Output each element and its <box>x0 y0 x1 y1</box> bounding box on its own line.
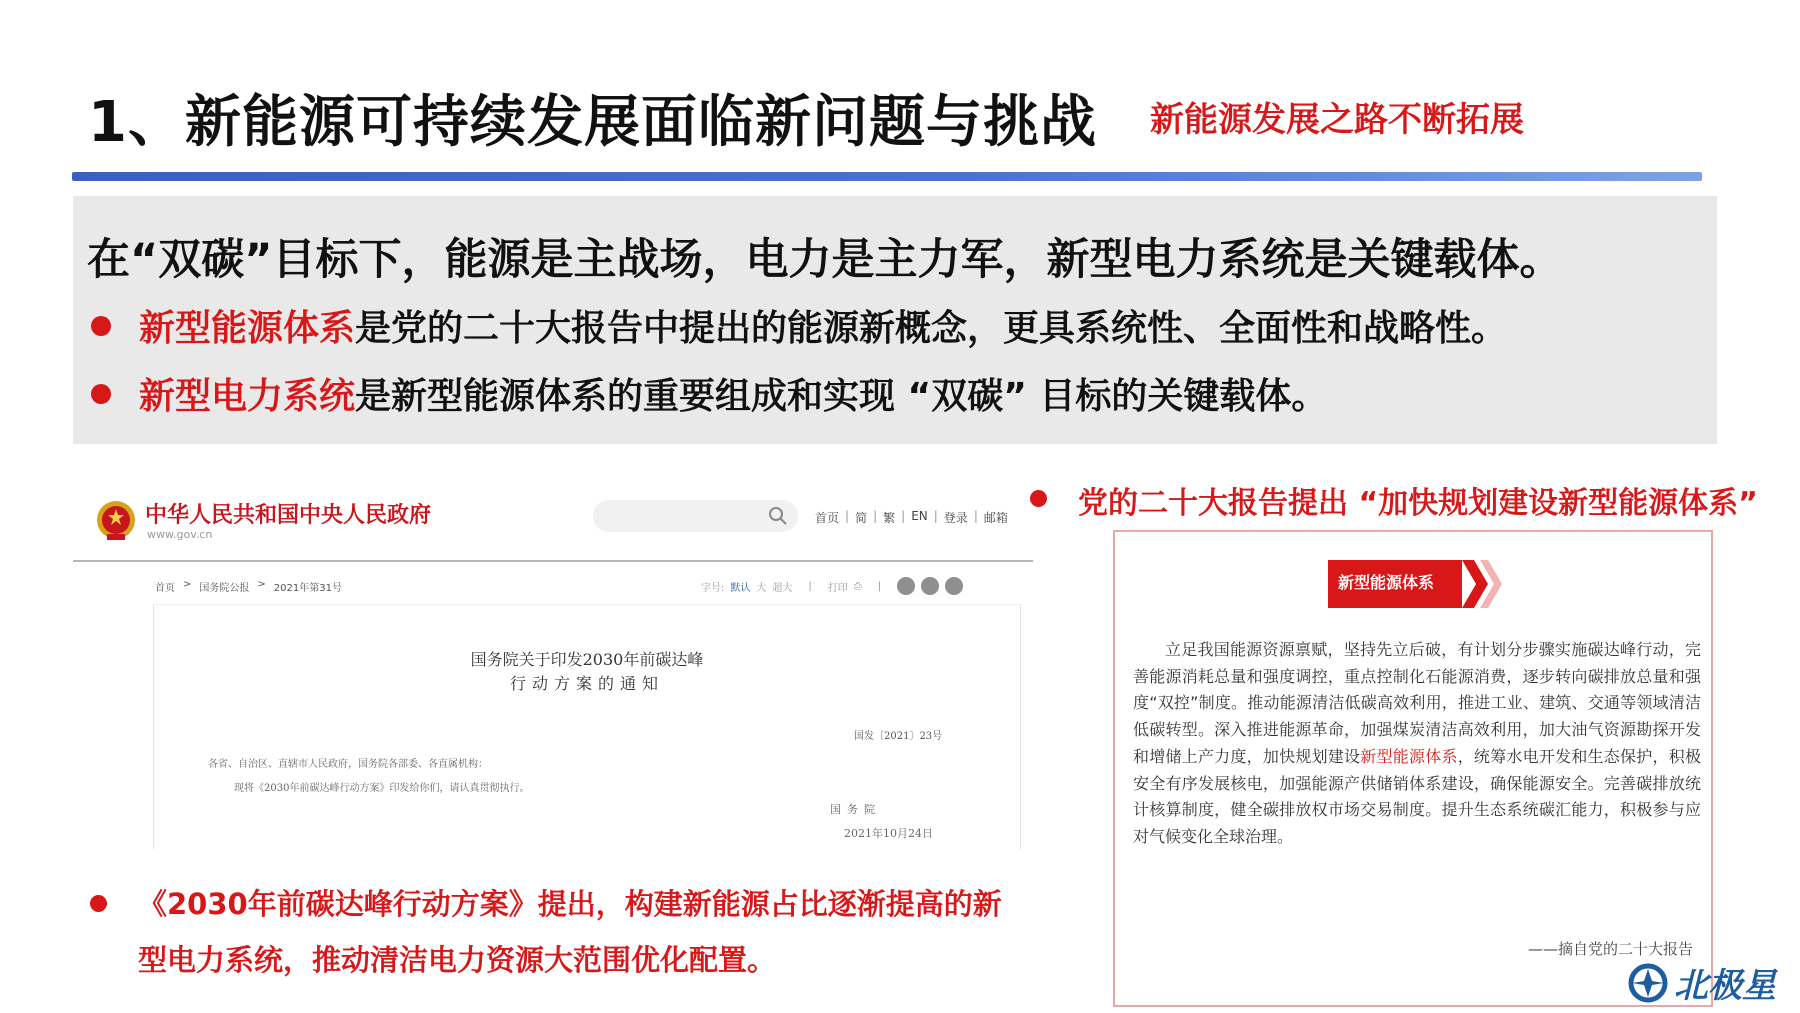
doc-date: 2021年10月24日 <box>844 827 933 840</box>
breadcrumb-issue[interactable]: 2021年第31号 <box>273 583 342 594</box>
nav-simplified[interactable]: 简 <box>855 511 868 525</box>
action-plan-line1: 《2030年前碳达峰行动方案》提出，构建新能源占比逐渐提高的新 <box>138 887 1002 921</box>
gov-search-input[interactable] <box>593 500 798 532</box>
summary-bullet-1 <box>91 300 1507 351</box>
report-bullet-text: 党的二十大报告提出 “加快规划建设新型能源体系” <box>1078 486 1758 521</box>
quote-text: 立足我国能源资源禀赋，坚持先立后破，有计划分步骤实施碳达峰行动，完善能源消耗总量和强度调控，重点控制化石能源消费，逐步转向碳排放总量和强度“双控”制度。推动能源清洁低碳高效利用，推进工业、建筑、交通等领域清洁低碳转型。深入推进能源革命，加强煤炭清洁高效利用，加大油气资源勘探开发和增储上产力度，加快规划建设新型能源体系，统筹水电开发和生态保护，积极安全有序发展核电，加强能源产供储销体系建设，确保能源安全。完善碳排放统计核算制度，健全碳排放权市场交易制度。提升生态系统碳汇能力，积极参与应对气候变化全球治理。 <box>1133 640 1701 846</box>
doc-title-line2: 行动方案的通知 <box>509 674 664 693</box>
summary-headline: 在“双碳”目标下，能源是主战场，电力是主力军，新型电力系统是关键载体。 <box>87 235 1563 285</box>
gov-header-divider <box>73 560 1033 562</box>
search-icon[interactable] <box>768 506 788 526</box>
polaris-logo-icon <box>1628 963 1668 1003</box>
quote-highlight: 新型能源体系 <box>1360 746 1458 766</box>
gov-page-tools: 字号: 默认 大 超大 | 打印 ⎙ | <box>701 577 963 595</box>
gov-document <box>153 604 1021 849</box>
share-qzone-icon[interactable] <box>945 577 963 595</box>
bullet-highlight: 新型能源体系 <box>139 308 356 349</box>
breadcrumb-gazette[interactable]: 国务院公报 <box>199 583 250 594</box>
quote-banner: 新型能源体系 <box>1328 560 1462 608</box>
print-button[interactable]: 打印 <box>827 582 848 594</box>
font-size-default[interactable]: 默认 <box>730 582 751 594</box>
gov-site-domain: www.gov.cn <box>147 528 213 541</box>
summary-box <box>73 196 1717 444</box>
gov-top-nav: 首页 | 简 | 繁 | EN | 登录 | 邮箱 <box>815 509 1008 525</box>
print-icon[interactable]: ⎙ <box>853 580 862 592</box>
page-title: 1、新能源可持续发展面临新问题与挑战 <box>88 90 1097 155</box>
summary-bullet-2 <box>91 368 1327 419</box>
share-wechat-icon[interactable] <box>921 577 939 595</box>
bullet-dot <box>91 384 111 404</box>
page-subtitle: 新能源发展之路不断拓展 <box>1150 100 1524 140</box>
report-quote-card <box>1113 530 1713 1007</box>
bullet-text: 是新型能源体系的重要组成和实现 “双碳” 目标的关键载体。 <box>355 376 1328 417</box>
font-size-large[interactable]: 大 <box>756 582 767 594</box>
nav-home[interactable]: 首页 <box>815 511 840 525</box>
bullet-dot <box>1030 490 1047 507</box>
nav-login[interactable]: 登录 <box>943 511 968 525</box>
bullet-highlight: 新型电力系统 <box>139 376 356 417</box>
breadcrumb: 首页 > 国务院公报 > 2021年第31号 <box>155 579 342 594</box>
doc-recipients: 各省、自治区、直辖市人民政府，国务院各部委、各直属机构： <box>208 759 488 770</box>
doc-title-line1: 国务院关于印发2030年前碳达峰 <box>470 650 704 669</box>
nav-traditional[interactable]: 繁 <box>883 511 896 525</box>
action-plan-line2: 型电力系统，推动清洁电力资源大范围优化配置。 <box>138 943 777 977</box>
bullet-dot <box>91 316 111 336</box>
share-weibo-icon[interactable] <box>897 577 915 595</box>
font-size-xlarge[interactable]: 超大 <box>772 582 793 594</box>
chevron-right-icon <box>1462 560 1502 608</box>
national-emblem-icon <box>95 498 137 544</box>
watermark <box>1628 958 1776 1007</box>
title-divider <box>72 172 1702 181</box>
quote-source: ——摘自党的二十大报告 <box>1527 940 1693 958</box>
gov-site-name: 中华人民共和国中央人民政府 <box>145 503 432 528</box>
nav-english[interactable]: EN <box>911 509 928 523</box>
bullet-text: 是党的二十大报告中提出的能源新概念，更具系统性、全面性和战略性。 <box>355 308 1508 349</box>
gov-website-screenshot <box>73 476 1033 851</box>
doc-body: 现将《2030年前碳达峰行动方案》印发给你们，请认真贯彻执行。 <box>234 783 530 794</box>
nav-mail[interactable]: 邮箱 <box>983 511 1008 525</box>
watermark-text: 北极星 <box>1674 966 1776 1006</box>
doc-issuer: 国务院 <box>830 803 881 816</box>
doc-number: 国发〔2021〕23号 <box>854 731 943 742</box>
breadcrumb-home[interactable]: 首页 <box>155 583 175 594</box>
bullet-dot <box>90 895 107 912</box>
